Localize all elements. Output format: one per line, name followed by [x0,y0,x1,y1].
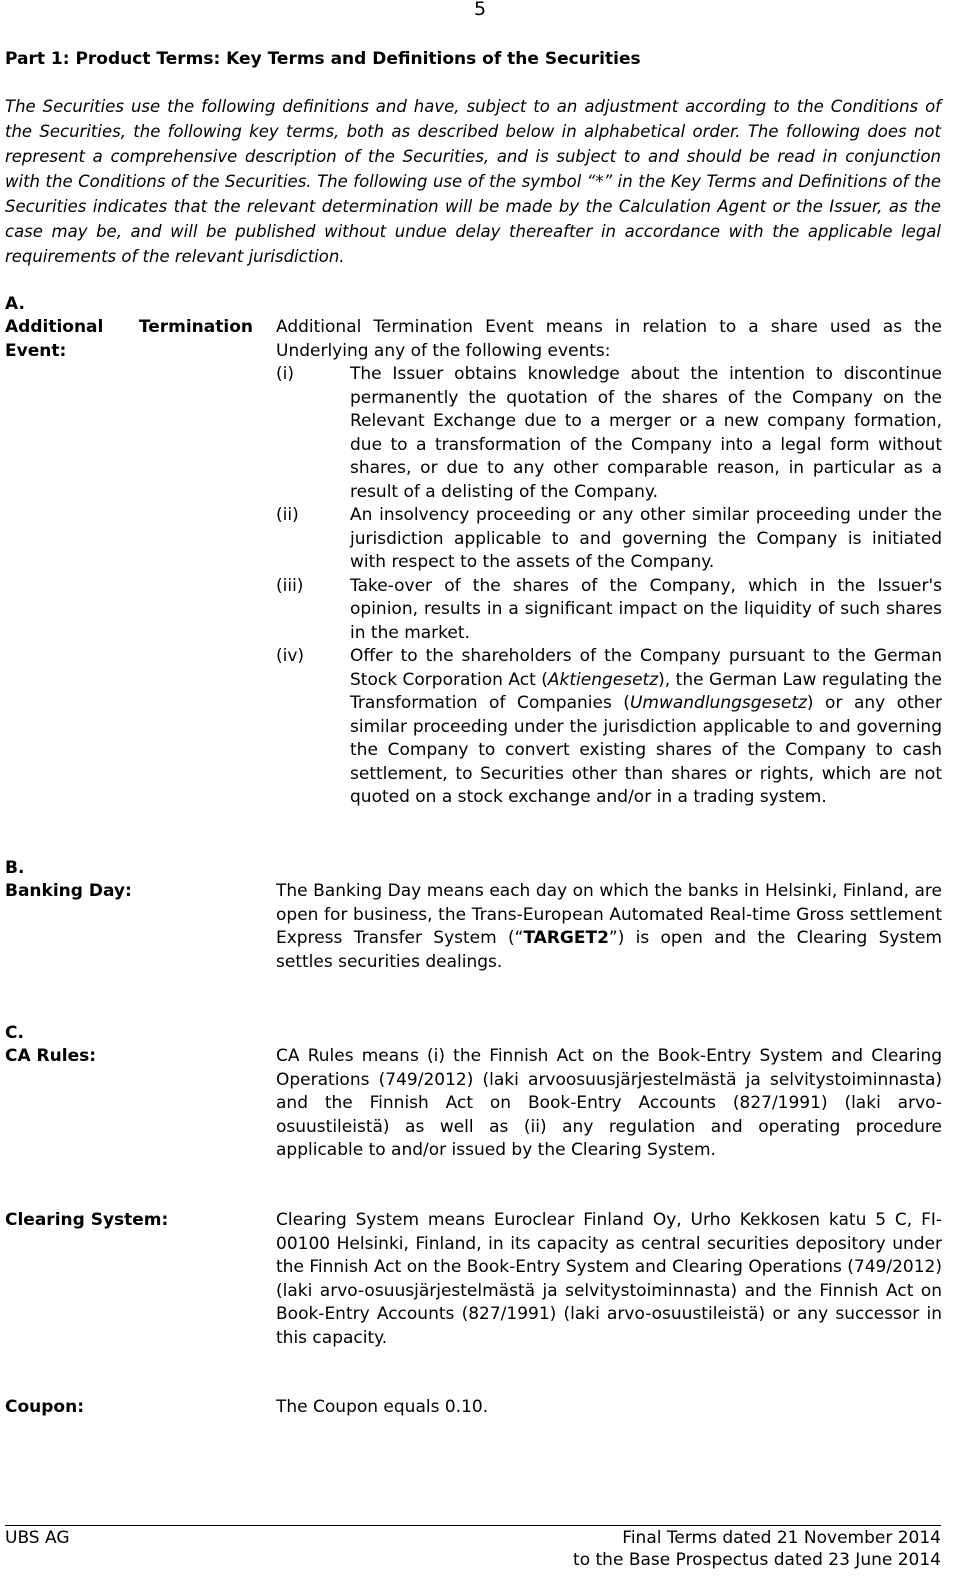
event-number: (i) [276,364,294,384]
list-item [276,645,942,810]
list-item [276,575,942,646]
term-ca-rules: CA Rules: [5,1046,97,1066]
definition-coupon: The Coupon equals 0.10. [276,1397,489,1417]
footer-issuer: UBS AG [5,1528,70,1548]
event-text: An insolvency proceeding or any other similar proceeding under the jurisdiction applicable to and governing the Company is initiated with respect to the assets of the Company. [350,505,942,572]
event-text: Take-over of the shares of the Company, which in the Issuer's opinion, results in a significant impact on the liquidity of such shares in the market. [350,575,942,643]
footer-base-prospectus-date: to the Base Prospectus dated 23 June 2014 [573,1550,941,1570]
term-clearing-system: Clearing System: [5,1210,169,1230]
event-list [276,363,942,810]
term-additional-termination-event: Additional Termination Event: [5,317,253,361]
section-letter-c: C. [5,1023,24,1043]
footer-divider [5,1525,941,1526]
definition-intro: Additional Termination Event means in relation to a share used as the Underlying any of the following events: [276,317,942,361]
event-number: (ii) [276,505,299,525]
event-number: (iv) [276,646,305,666]
page-title: Part 1: Product Terms: Key Terms and Definitions of the Securities [5,49,641,69]
target2-label: TARGET2 [523,928,609,948]
footer-dates [573,1527,941,1571]
section-letter-b: B. [5,858,25,878]
section-letter-a: A. [5,294,25,314]
term-coupon: Coupon: [5,1397,85,1417]
term-banking-day: Banking Day: [5,881,132,901]
definition-additional-termination-event [276,316,942,810]
intro-paragraph: The Securities use the following definitions and have, subject to an adjustment according to the Conditions of the Securities, the following key terms, both as described below in alphabetical order. The following does not represent a comprehensive description of the Securities, and is subject to and should be read in conjunction with the Conditions of the Securities. The following use of the symbol “*” in the Key Terms and Definitions of the Securities indicates that the relevant determination will be made by the Calculation Agent or the Issuer, as the case may be, and will be published without undue delay thereafter in accordance with the applicable legal requirements of the relevant jurisdiction. [5,97,941,266]
event-text: Offer to the shareholders of the Company pursuant to the German Stock Corporation Act (Aktiengesetz), the German Law regulating the Transformation of Companies (Umwandlungsgesetz) or any other similar proceeding under the jurisdiction applicable to and governing the Company to convert existing shares of the Company to cash settlement, to Securities other than shares or rights, which are not quoted on a stock exchange and/or in a trading system. [350,646,942,807]
definition-banking-day: The Banking Day means each day on which the banks in Helsinki, Finland, are open for business, the Trans-European Automated Real-time Gross settlement Express Transfer System (“TARGET2”) is open and the Clearing System settles securities dealings. [276,881,942,972]
event-number: (iii) [276,575,304,596]
footer-final-terms-date: Final Terms dated 21 November 2014 [622,1528,941,1548]
page-number: 5 [474,0,487,20]
event-text: The Issuer obtains knowledge about the intention to discontinue permanently the quotation of the shares of the Company on the Relevant Exchange due to a merger or a new company formation, due to a transformation of the Company into a legal form without shares, or due to any other comparable reason, in particular as a result of a delisting of the Company. [350,364,942,502]
list-item [276,504,942,575]
list-item [276,363,942,504]
definition-clearing-system: Clearing System means Euroclear Finland Oy, Urho Kekkosen katu 5 C, FI-00100 Helsinki, Finland, in its capacity as central securities depository under the Finnish Act on the Book-Entry System and Clearing Operations (749/2012) (laki arvo-osuusjärjestelmästä ja selvitystoiminnasta) and the Finnish Act on Book-Entry Accounts (827/1991) (laki arvo-osuustileistä) or any successor in this capacity. [276,1210,942,1348]
definition-ca-rules: CA Rules means (i) the Finnish Act on the Book-Entry System and Clearing Operations (749/2012) (laki arvoosuusjärjestelmästä ja selvitystoiminnasta) and the Finnish Act on Book-Entry Accounts (827/1991) (laki arvo-osuustileistä) as well as (ii) any regulation and operating procedure applicable to and/or issued by the Clearing System. [276,1046,942,1160]
